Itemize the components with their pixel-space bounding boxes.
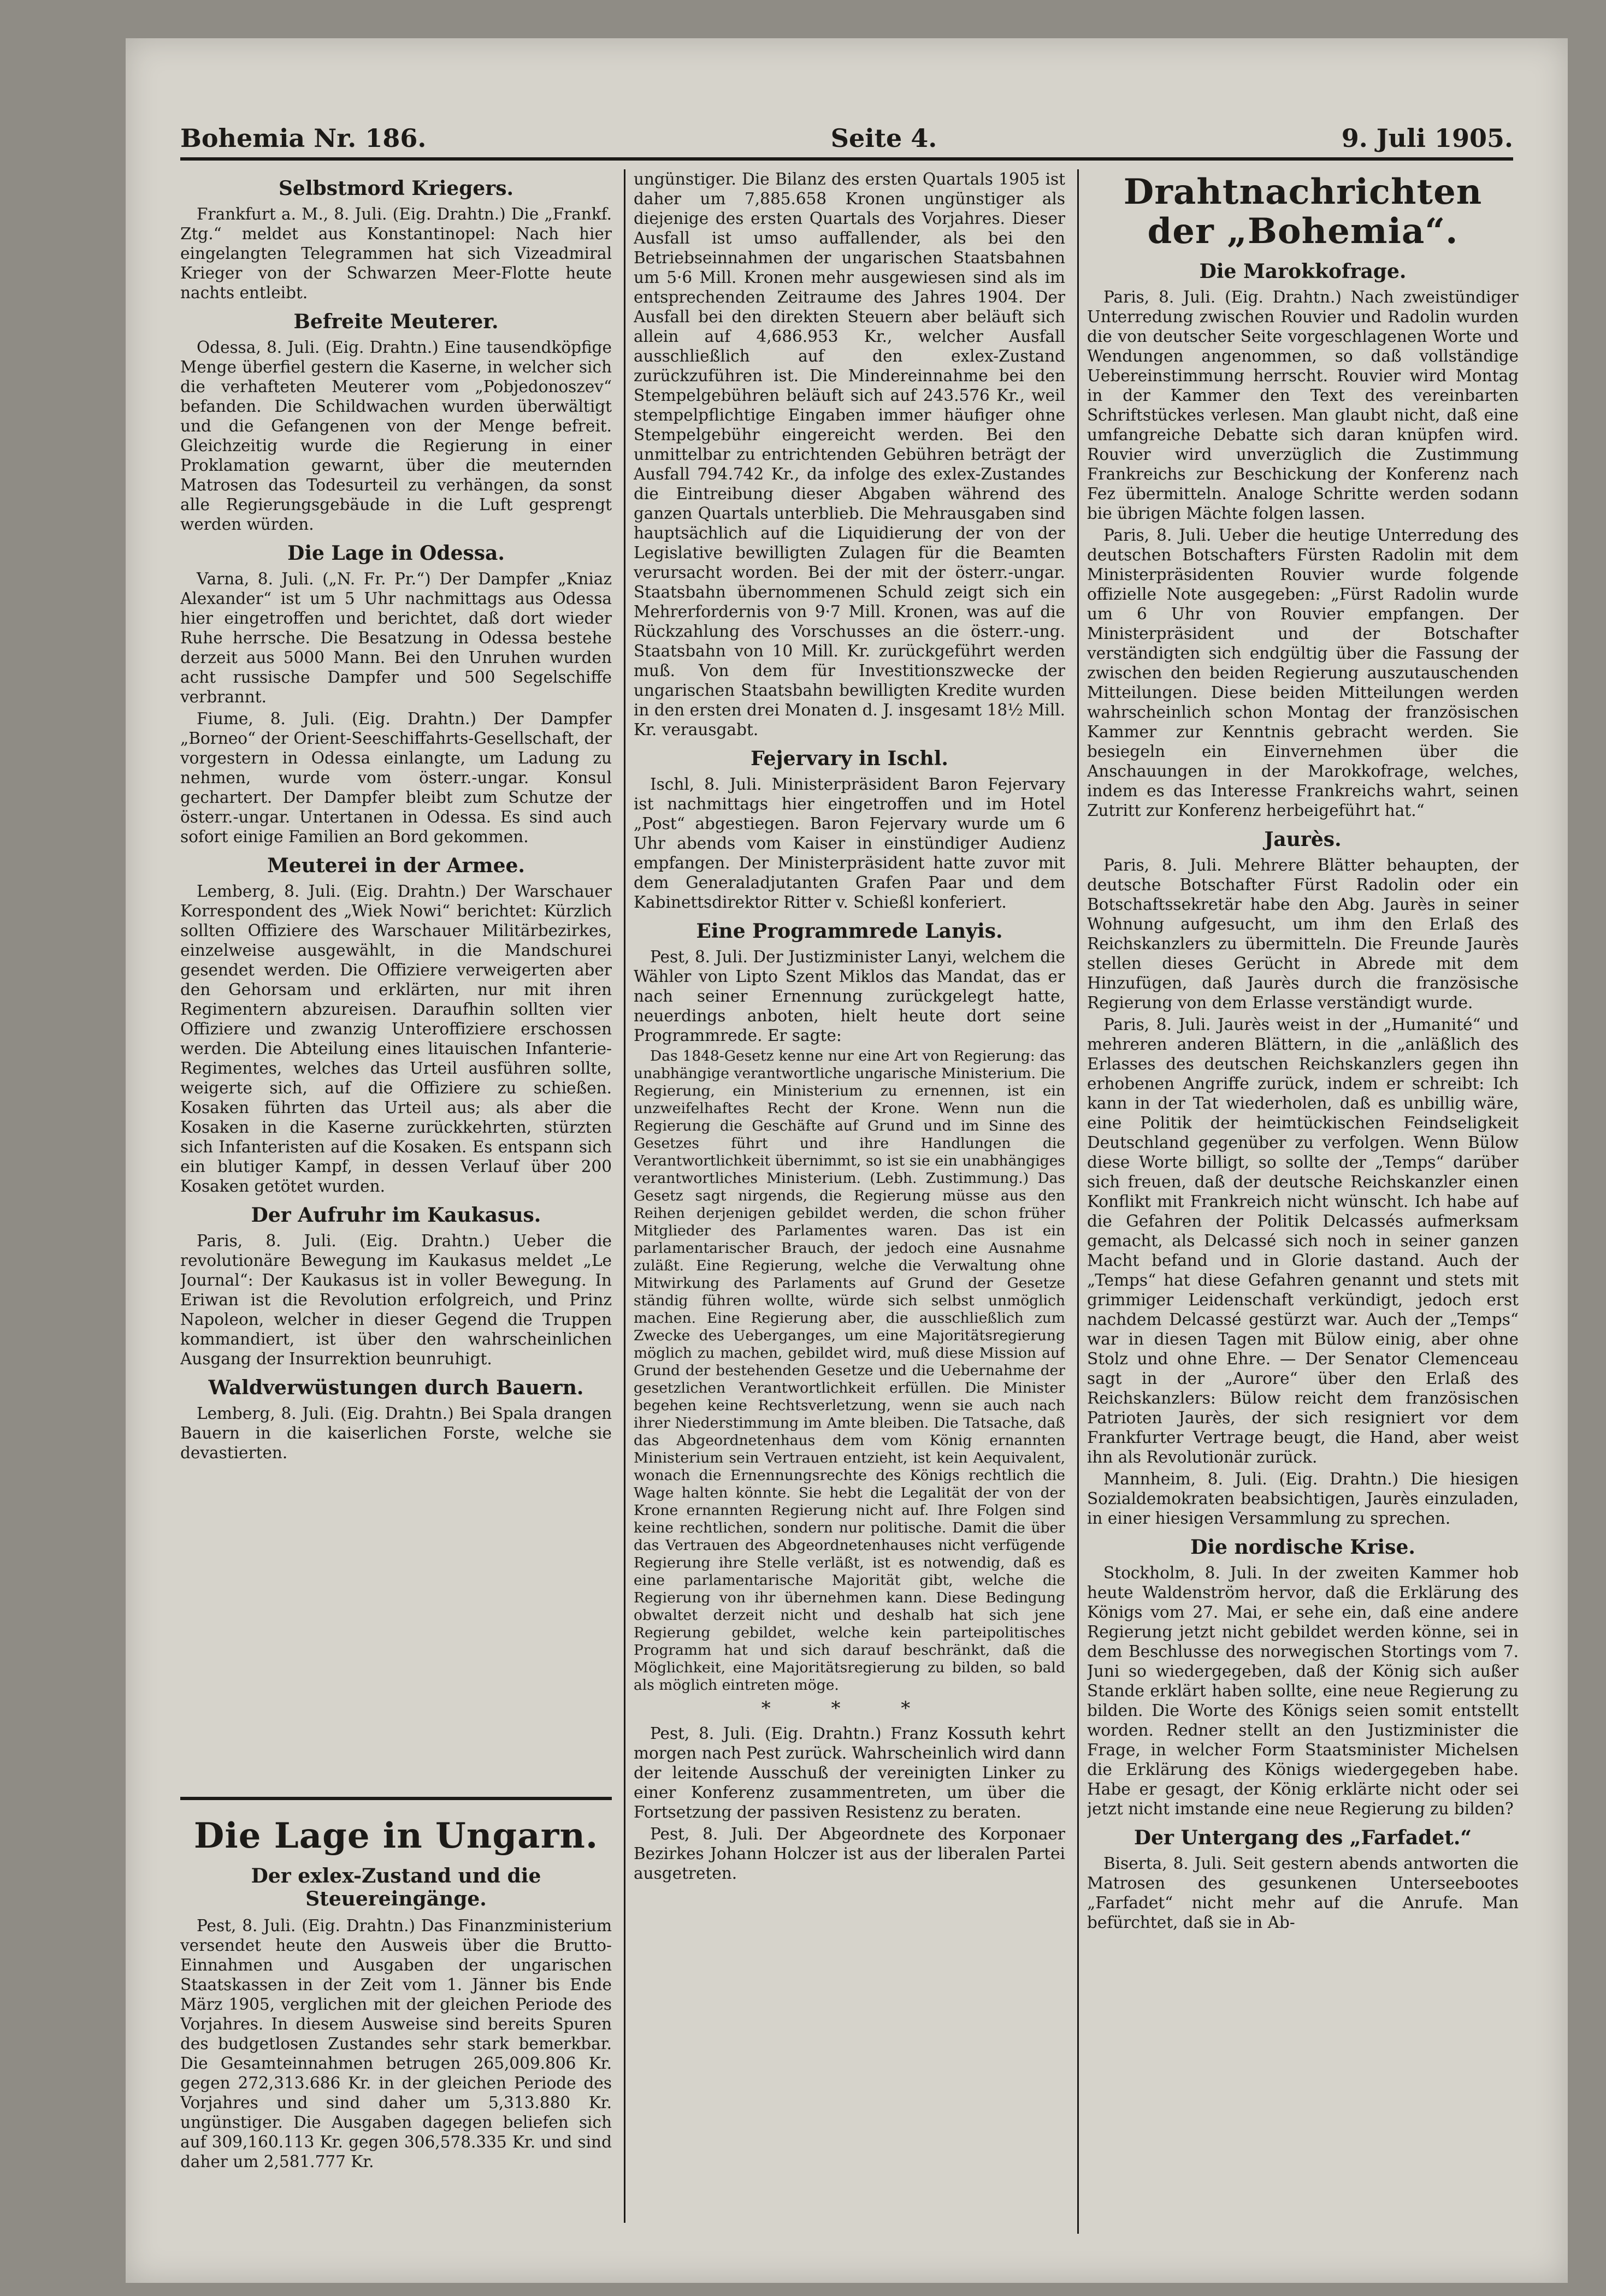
masthead-date: 9. Juli 1905.	[1341, 123, 1513, 153]
article-headline: Die nordische Krise.	[1190, 1536, 1415, 1559]
article-paragraph: Stockholm, 8. Juli. In der zweiten Kammer hob heute Waldenström hervor, daß die Erklärung des Königs vom 27. Mai, er sehe ein, daß eine andere Regierung jetzt nicht gebildet werden könne, sei in dem Beschlusse des norwegischen Stortings vom 7. Juni so wiedergegeben, daß der König sich außer Stande erklärt haben sollte, eine neue Regierung zu bilden. Die Worte des Königs seien somit entstellt worden. Redner stellt an den Justizminister die Frage, in welcher Form Staatsminister Michelsen die Erklärung des Königs wiedergegeben habe. Habe er gesagt, der König erklärte nicht oder sei jetzt nicht imstande eine neue Regierung zu bilden?	[1087, 1564, 1519, 1818]
article-headline: Die Lage in Odessa.	[287, 542, 505, 565]
article-paragraph: Pest, 8. Juli. Der Abgeordnete des Korponaer Bezirkes Johann Holczer ist aus der liberalen Partei ausgetreten.	[634, 1825, 1065, 1883]
article-paragraph: Pest, 8. Juli. (Eig. Drahtn.) Franz Kossuth kehrt morgen nach Pest zurück. Wahrscheinlich wird dann der leitende Ausschuß der vereinigten Linker zu einer Konferenz zusammentreten, um über die Fortsetzung der passiven Resistenz zu beraten.	[634, 1724, 1065, 1821]
article-paragraph: Lemberg, 8. Juli. (Eig. Drahtn.) Der Warschauer Korrespondent des „Wiek Nowi“ berichtet: Kürzlich sollten Offiziere des Warschauer Militärbezirkes, einzelweise ausgewählt, in die Mandschurei gesendet werden. Die Offiziere verweigerten aber den Gehorsam und erklärten, nur mit ihren Regimentern abzureisen. Daraufhin sollten vier Offiziere und zwanzig Unteroffiziere erschossen werden. Die Abteilung eines litauischen Infanterie-Regimentes, welches das Urteil ausführen sollte, weigerte sich, auf die Offiziere zu schießen. Kosaken führten das Urteil aus; als aber die Kosaken in die Kaserne zurückkehrten, stürzten sich Infanteristen auf die Kosaken. Es entspann sich ein blutiger Kampf, in dessen Verlauf über 200 Kosaken getötet wurden.	[180, 882, 612, 1196]
column-1-divider	[180, 1797, 612, 1800]
article-headline: Waldverwüstungen durch Bauern.	[208, 1376, 584, 1399]
article-headline: Der Aufruhr im Kaukasus.	[251, 1204, 541, 1227]
article-paragraph: Fiume, 8. Juli. (Eig. Drahtn.) Der Dampfer „Borneo“ der Orient-Seeschiffahrts-Gesellschaft, der vorgestern in Odessa einlangte, um Ladung zu nehmen, wurde vom österr.-ungar. Konsul gechartert. Der Dampfer bleibt zum Schutze der österr.-ungar. Untertanen in Odessa. Es sind auch sofort einige Familien an Bord gekommen.	[180, 709, 612, 846]
column-rule-1	[624, 169, 625, 2223]
article-paragraph: Paris, 8. Juli. (Eig. Drahtn.) Ueber die revolutionäre Bewegung im Kaukasus meldet „Le Journal“: Der Kaukasus ist in voller Bewegung. In Eriwan ist die Revolution erfolgreich, und Prinz Napoleon, welcher in dieser Gegend die Truppen kommandiert, ist über den wahrscheinlichen Ausgang der Insurrektion beunruhigt.	[180, 1232, 612, 1368]
section-separator-stars: * * *	[761, 1697, 938, 1719]
article-headline: Jaurès.	[1264, 828, 1342, 851]
article-paragraph: Paris, 8. Juli. Mehrere Blätter behaupten, der deutsche Botschafter Fürst Radolin oder ein Botschaftssekretär habe den Abg. Jaurès in seiner Wohnung aufgesucht, um ihm den Erlaß des Reichskanzlers zu übermitteln. Die Freunde Jaurès stellen dieses Gerücht in Abrede mit dem Hinzufügen, daß Jaurès durch die französische Regierung von dem Erlasse verständigt wurde.	[1087, 856, 1519, 1012]
article-paragraph: Frankfurt a. M., 8. Juli. (Eig. Drahtn.) Die „Frankf. Ztg.“ meldet aus Konstantinopel: Nach hier eingelangten Telegrammen hat sich Vizeadmiral Krieger von der Schwarzen Meer-Flotte heute nachts entleibt.	[180, 205, 612, 302]
article-headline: Eine Programmrede Lanyis.	[696, 920, 1003, 943]
column-rule-2	[1077, 169, 1079, 2234]
article-paragraph: Pest, 8. Juli. Der Justizminister Lanyi, welchem die Wähler von Lipto Szent Miklos das Mandat, das er nach seiner Ernennung zurückgelegt hatte, neuerdings anboten, hielt heute dort seine Programmrede. Er sagte:	[634, 948, 1065, 1045]
masthead-paper-issue: Bohemia Nr. 186.	[180, 123, 427, 153]
article-paragraph: Biserta, 8. Juli. Seit gestern abends antworten die Matrosen des gesunkenen Unterseebootes „Farfadet“ nicht mehr auf die Anrufe. Man befürchtet, daß sie in Ab-	[1087, 1854, 1519, 1932]
article-paragraph: Ischl, 8. Juli. Ministerpräsident Baron Fejervary ist nachmittags hier eingetroffen und im Hotel „Post“ abgestiegen. Baron Fejervary wurde um 6 Uhr abends vom Kaiser in einstündiger Audienz empfangen. Der Ministerpräsident hatte zuvor mit dem Generaladjutanten Grafen Paar und dem Kabinettsdirektor Ritter v. Schießl konferiert.	[634, 775, 1065, 912]
column-1	[180, 169, 612, 1797]
article-paragraph: Paris, 8. Juli. (Eig. Drahtn.) Nach zweistündiger Unterredung zwischen Rouvier und Radolin wurden die von deutscher Seite vorgeschlagenen Worte und Wendungen angenommen, so daß vollständige Uebereinstimmung herrscht. Rouvier wird Montag in der Kammer den Text des vereinbarten Schriftstückes verlesen. Man glaubt nicht, daß eine umfangreiche Debatte sich daran knüpfen wird. Rouvier wird unverzüglich die Zustimmung Frankreichs zur Beschickung der Konferenz nach Fez übermitteln. Analoge Schritte werden sodann bie übrigen Mächte folgen lassen.	[1087, 288, 1519, 523]
article-paragraph: Varna, 8. Juli. („N. Fr. Pr.“) Der Dampfer „Kniaz Alexander“ ist um 5 Uhr nachmittags aus Odessa hier eingetroffen und berichtet, daß dort wieder Ruhe herrsche. Die Besatzung in Odessa bestehe derzeit aus 5000 Mann. Bei den Unruhen wurden acht russische Dampfer und 500 Segelschiffe verbrannt.	[180, 570, 612, 706]
section-subheadline: Der exlex-Zustand und die Steuereingänge.	[251, 1865, 541, 1910]
masthead	[180, 104, 1513, 161]
article-headline: Selbstmord Kriegers.	[278, 177, 514, 200]
article-paragraph: Paris, 8. Juli. Jaurès weist in der „Humanité“ und mehreren anderen Blättern, in die „anläßlich des Erlasses des deutschen Reichskanzlers gegen ihn erhobenen Angriffe zurück, indem er schreibt: Ich kann in der Tat wiederholen, daß es unbillig wäre, eine Politik der heimtückischen Feindseligkeit Deutschland gegenüber zu verfolgen. Wenn Bülow diese Worte billigt, so sollte der „Temps“ darüber sich freuen, daß der deutsche Reichskanzler einen Konflikt mit Frankreich nicht wünscht. Ich habe auf die Gefahren der Politik Delcassés aufmerksam gemacht, als Delcassé sich noch in seiner ganzen Macht befand und in Glorie dastand. Auch der „Temps“ hat diese Gefahren genannt und stets mit grimmiger Leidenschaft verkündigt, jedoch erst nachdem Delcassé gestürzt war. Auch der „Temps“ war in diesen Tagen mit Bülow einig, aber ohne Stolz und ohne Ehre. — Der Senator Clemenceau sagt in der „Aurore“ über den Erlaß des Reichskanzlers: Bülow reicht dem französischen Patrioten Jaurès, der sich resigniert vor dem Frankfurter Vertrage beugt, die Hand, aber weist ihn als Revolutionär zurück.	[1087, 1015, 1519, 1466]
newspaper-page	[126, 38, 1568, 2283]
column-3	[1087, 169, 1519, 2234]
article-paragraph: Pest, 8. Juli. (Eig. Drahtn.) Das Finanzministerium versendet heute den Ausweis über die Brutto-Einnahmen und Ausgaben der ungarischen Staatskassen in der Zeit vom 1. Jänner bis Ende März 1905, verglichen mit der gleichen Periode des Vorjahres. In diesem Ausweise sind bereits Spuren des budgetlosen Zustandes sehr stark bemerkbar. Die Gesamteinnahmen betrugen 265,009.806 Kr. gegen 272,313.686 Kr. in der gleichen Periode des Vorjahres und sind daher um 5,313.880 Kr. ungünstiger. Die Ausgaben dagegen beliefen sich auf 309,160.113 Kr. gegen 306,578.335 Kr. und sind daher um 2,581.777 Kr.	[180, 1916, 612, 2171]
column-2	[634, 169, 1065, 2217]
article-headline: Fejervary in Ischl.	[751, 747, 948, 770]
article-headline: Der Untergang des „Farfadet.“	[1133, 1826, 1472, 1849]
article-paragraph: Lemberg, 8. Juli. (Eig. Drahtn.) Bei Spala drangen Bauern in die kaiserlichen Forste, welche sie devastierten.	[180, 1404, 612, 1462]
continued-paragraph: ungünstiger. Die Bilanz des ersten Quartals 1905 ist daher um 7,885.658 Kronen ungünstiger als diejenige des ersten Quartals des Vorjahres. Dieser Ausfall ist umso auffallender, als bei den Betriebseinnahmen der ungarischen Staatsbahnen um 5·6 Mill. Kronen mehr ausgewiesen sind als im entsprechenden Zeitraume des Jahres 1904. Der Ausfall bei den direkten Steuern aber beläuft sich allein auf 4,686.953 Kr., welcher Ausfall ausschließlich auf den exlex-Zustand zurückzuführen ist. Die Mindereinnahme bei den Stempelgebühren beläuft sich auf 243.576 Kr., weil stempelpflichtige Eingaben immer häufiger ohne Stempelgebühr eingereicht werden. Bei den unmittelbar zu entrichtenden Gebühren beträgt der Ausfall 794.742 Kr., da infolge des exlex-Zustandes die Eintreibung dieser Abgaben während des ganzen Quartals unterblieb. Die Mehrausgaben sind hauptsächlich auf die Liquidierung der von der Legislative bewilligten Zulagen für die Beamten verursacht worden. Bei der mit der österr.-ungar. Staatsbahn übernommenen Schuld zeigt sich ein Mehrerfordernis von 9·7 Mill. Kronen, was auf die Rückzahlung des Vorschusses an die österr.-ung. Staatsbahn von 10 Mill. Kr. zurückgeführt werden muß. Von dem für Investitionszwecke der ungarischen Staatsbahn bewilligten Kredite wurden in den ersten drei Monaten d. J. insgesamt 18½ Mill. Kr. verausgabt.	[634, 170, 1065, 739]
section-headline: Drahtnachrichten der „Bohemia“.	[1123, 171, 1483, 252]
quoted-speech-paragraph: Das 1848-Gesetz kenne nur eine Art von Regierung: das unabhängige verantwortliche ungarische Ministerium. Die Regierung, ein Ministerium zu ernennen, ist ein unzweifelhaftes Recht der Krone. Wenn nun die Regierung die Geschäfte auf Grund und im Sinne des Gesetzes führt und ihre Handlungen die Verantwortlichkeit übernimmt, so ist sie ein unabhängiges verantwortliches Ministerium. (Lebh. Zustimmung.) Das Gesetz sagt nirgends, die Regierung müsse aus den Reihen derjenigen gebildet werden, die schon früher Mitglieder des Parlamentes waren. Das ist ein parlamentarischer Brauch, der jedoch eine Ausnahme zuläßt. Eine Regierung, welche die Verwaltung ohne Mitwirkung des Parlaments auf Grund der Gesetze ständig führen wollte, würde sich selbst unmöglich machen. Eine Regierung aber, die ausschließlich zum Zwecke des Ueberganges, um eine Majoritätsregierung möglich zu machen, gebildet wird, muß diese Mission auf Grund der bestehenden Gesetze und die Uebernahme der gesetzlichen Verantwortlichkeit erfüllen. Die Minister begehen keine Rechtsverletzung, wenn sie auch nach ihrer Niederstimmung im Amte bleiben. Die Tatsache, daß das Abgeordnetenhaus dem vom König ernannten Ministerium sein Vertrauen entzieht, ist kein Aequivalent, wonach die Ernennungsrechte des Königs rechtlich die Wage halten könnte. Sie hebt die Legalität der von der Krone ernannten Regierung nicht auf. Ihre Folgen sind keine rechtlichen, sondern nur politische. Damit die über das Vertrauen des Abgeordnetenhauses nicht verfügende Regierung ihre Stelle verläßt, ist es notwendig, daß es eine parlamentarische Majorität gibt, welche die Regierung von ihr übernehmen kann. Diese Bedingung obwaltet derzeit nicht und deshalb hat sich jene Regierung gebildet, welche kein parteipolitisches Programm hat und sich darauf beschränkt, daß die Möglichkeit, eine Majoritätsregierung zu bilden, so bald als möglich eintreten möge.	[634, 1048, 1065, 1694]
article-paragraph: Odessa, 8. Juli. (Eig. Drahtn.) Eine tausendköpfige Menge überfiel gestern die Kaserne, in welcher sich die verhafteten Meuterer vom „Pobjedonoszev“ befanden. Die Schildwachen wurden überwältigt und die Gefangenen von der Menge befreit. Gleichzeitig wurde die Regierung in einer Proklamation gewarnt, über die meuternden Matrosen das Todesurteil zu verhängen, da sonst alle Regierungsgebäude in die Luft gesprengt werden würden.	[180, 338, 612, 534]
article-paragraph: Paris, 8. Juli. Ueber die heutige Unterredung des deutschen Botschafters Fürsten Radolin mit dem Ministerpräsidenten Rouvier wurde folgende offizielle Note ausgegeben: „Fürst Radolin wurde um 6 Uhr von Rouvier empfangen. Der Ministerpräsident und der Botschafter verständigten sich endgültig über die Fassung der zwischen den beiden Regierung auszutauschenden Mitteilungen. Diese beiden Mitteilungen werden wahrscheinlich schon Montag der französischen Kammer zur Kenntnis gebracht werden. Sie besiegeln ein Einvernehmen über die Anschauungen in der Marokkofrage, welches, indem es das Interesse Frankreichs wahrt, seinen Zutritt zur Konferenz herbeigeführt hat.“	[1087, 526, 1519, 820]
article-headline: Befreite Meuterer.	[293, 310, 499, 333]
article-headline: Meuterei in der Armee.	[267, 854, 525, 877]
column-1-lower	[180, 1813, 612, 2228]
section-headline: Die Lage in Ungarn.	[193, 1815, 599, 1856]
article-headline: Die Marokkofrage.	[1199, 260, 1407, 283]
masthead-page-number: Seite 4.	[830, 123, 937, 153]
article-paragraph: Mannheim, 8. Juli. (Eig. Drahtn.) Die hiesigen Sozialdemokraten beabsichtigen, Jaurès einzuladen, in einer hiesigen Versammlung zu sprechen.	[1087, 1470, 1519, 1528]
